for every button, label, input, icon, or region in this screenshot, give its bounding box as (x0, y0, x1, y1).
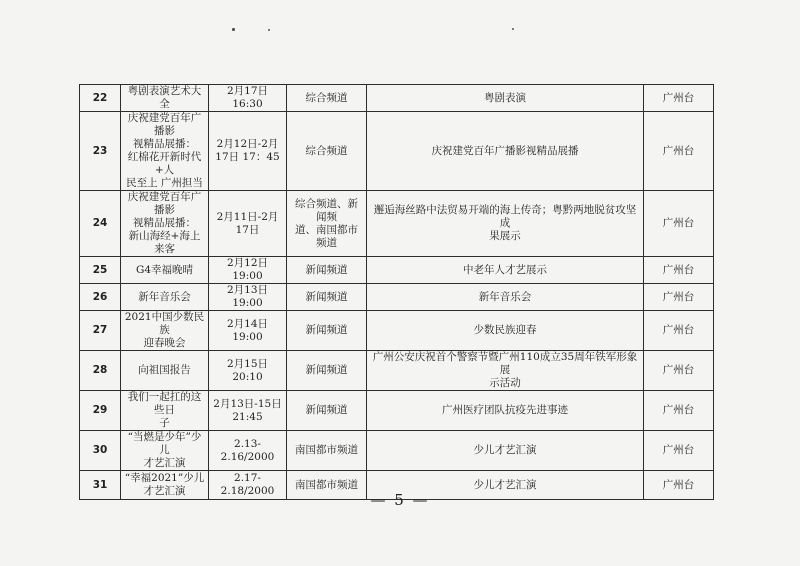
row-number: 23 (80, 112, 121, 191)
program-name (121, 391, 209, 431)
broadcast-time-line: 2月15日20:10 (226, 357, 269, 383)
program-name-line: 才艺汇演 (143, 485, 186, 497)
channel-line: 新闻频道 (305, 404, 348, 416)
program-content (367, 85, 644, 112)
program-name-line: 民至上 广州担当 (126, 177, 203, 189)
row-number: 30 (80, 431, 121, 471)
program-content-line: 庆祝建党百年广播影视精品展播 (431, 144, 579, 157)
program-name-line: 庆祝建党百年广播影 (127, 112, 202, 137)
channel (287, 311, 367, 351)
scan-speck (512, 28, 514, 30)
channel-line: 新闻频道 (305, 324, 348, 336)
channel-line: 南国都市频道 (295, 478, 358, 491)
program-content-line: 示活动 (489, 377, 521, 389)
station: 广州台 (644, 431, 714, 471)
program-content-line: 粤剧表演 (484, 91, 526, 104)
station: 广州台 (644, 311, 714, 351)
table-row (80, 112, 714, 191)
program-name (121, 112, 209, 191)
program-content-line: 果展示 (489, 230, 521, 242)
table-body (80, 85, 714, 500)
table-row (80, 284, 714, 311)
program-name-line: 才艺汇演 (143, 457, 186, 469)
row-number: 25 (80, 257, 121, 284)
program-name-line: 红棉花开新时代+人 (127, 151, 202, 176)
broadcast-time (209, 284, 287, 311)
program-name (121, 431, 209, 471)
channel-line: 新闻频道 (305, 263, 348, 276)
program-name (121, 311, 209, 351)
scan-speck (268, 29, 270, 31)
scan-speck (232, 28, 235, 31)
program-content (367, 284, 644, 311)
broadcast-time (209, 351, 287, 391)
channel-line: 南国都市频道 (295, 444, 358, 456)
broadcast-time (209, 257, 287, 284)
program-content-line: 邂逅海丝路中法贸易开端的海上传奇；粤黔两地脱贫攻坚成 (373, 204, 637, 229)
row-number: 27 (80, 311, 121, 351)
station: 广州台 (644, 351, 714, 391)
row-number: 31 (80, 471, 121, 500)
table-row (80, 257, 714, 284)
broadcast-time (209, 431, 287, 471)
program-name-line: “当燃是少年”少儿 (127, 431, 202, 456)
broadcast-time-line: 2月12日19:00 (226, 257, 269, 282)
program-name (121, 191, 209, 257)
program-content (367, 257, 644, 284)
broadcast-time-line: 2月12日-2月 (216, 138, 279, 150)
channel (287, 284, 367, 311)
broadcast-time (209, 391, 287, 431)
channel (287, 191, 367, 257)
row-number: 28 (80, 351, 121, 391)
channel (287, 351, 367, 391)
broadcast-time-line: 2.17-2.18/2000 (220, 472, 275, 497)
program-content-line: 广州医疗团队抗疫先进事迹 (442, 404, 568, 416)
program-name-line: 新山海经+海上来客 (128, 230, 201, 255)
channel (287, 257, 367, 284)
program-name-line: 视精品展播： (133, 217, 196, 229)
table-row (80, 85, 714, 112)
program-name (121, 85, 209, 112)
program-name-line: 子 (159, 417, 170, 429)
channel-line: 新闻频道 (305, 364, 348, 376)
program-name-line: 粤剧表演艺术大全 (127, 85, 202, 110)
station: 广州台 (644, 284, 714, 311)
broadcast-time (209, 112, 287, 191)
row-number: 22 (80, 85, 121, 112)
broadcast-time-line: 21:45 (232, 410, 263, 423)
station: 广州台 (644, 257, 714, 284)
program-content-line: 少儿才艺汇演 (473, 444, 537, 456)
broadcast-time-line: 2月13日-15日 (213, 397, 282, 410)
program-name-line: 视精品展播： (133, 138, 196, 150)
channel-line: 综合频道 (305, 91, 348, 104)
broadcast-time (209, 85, 287, 112)
broadcast-time-line: 17日 17：45 (215, 151, 280, 163)
broadcast-time-line: 2月13日19:00 (226, 284, 269, 309)
program-content (367, 391, 644, 431)
broadcast-time-line: 2.13-2.16/2000 (220, 437, 275, 463)
row-number: 29 (80, 391, 121, 431)
channel-line: 新闻频道 (305, 290, 348, 303)
program-content (367, 191, 644, 257)
table-row (80, 191, 714, 257)
program-content-line: 新年音乐会 (478, 290, 532, 303)
table-row (80, 431, 714, 471)
program-name (121, 284, 209, 311)
row-number: 26 (80, 284, 121, 311)
station: 广州台 (644, 112, 714, 191)
table-row (80, 391, 714, 431)
program-name-line: 庆祝建党百年广播影 (127, 191, 202, 216)
broadcast-time (209, 311, 287, 351)
station: 广州台 (644, 471, 714, 500)
program-name (121, 351, 209, 391)
program-name-line: G4幸福晚晴 (135, 263, 194, 276)
table-row (80, 311, 714, 351)
channel-line: 综合频道 (305, 144, 348, 157)
program-content-line: 中老年人才艺展示 (463, 263, 547, 276)
broadcast-time-line: 2月11日-2月 (216, 210, 279, 223)
program-content (367, 351, 644, 391)
program-content-line: 广州公安庆祝首个警察节暨广州110成立35周年铁军形象展 (372, 351, 638, 376)
program-name-line: 2021中国少数民族 (124, 311, 205, 336)
broadcast-time-line: 2月17日16:30 (226, 85, 269, 110)
broadcast-time-line: 17日 (235, 223, 260, 236)
channel (287, 85, 367, 112)
program-content (367, 311, 644, 351)
program-content (367, 431, 644, 471)
program-name-line: 迎春晚会 (143, 337, 186, 349)
program-name-line: 我们一起扛的这些日 (127, 391, 202, 416)
table-row (80, 351, 714, 391)
station: 广州台 (644, 391, 714, 431)
page-number: — 5 — (370, 491, 430, 509)
channel-line: 综合频道、新闻频 (295, 197, 358, 223)
row-number: 24 (80, 191, 121, 257)
program-schedule-table (79, 84, 714, 500)
broadcast-time-line: 2月14日19:00 (226, 317, 269, 343)
program-content-line: 少数民族迎春 (473, 324, 537, 336)
program-name (121, 257, 209, 284)
program-name-line: “幸福2021”少儿 (124, 472, 205, 484)
program-content (367, 112, 644, 191)
station: 广州台 (644, 191, 714, 257)
station: 广州台 (644, 85, 714, 112)
channel (287, 391, 367, 431)
broadcast-time (209, 191, 287, 257)
program-name-line: 向祖国报告 (138, 364, 191, 376)
channel (287, 112, 367, 191)
channel (287, 431, 367, 471)
program-content-line: 少儿才艺汇演 (473, 478, 537, 491)
program-name-line: 新年音乐会 (138, 290, 191, 303)
channel-line: 道、南国都市频道 (295, 223, 358, 249)
